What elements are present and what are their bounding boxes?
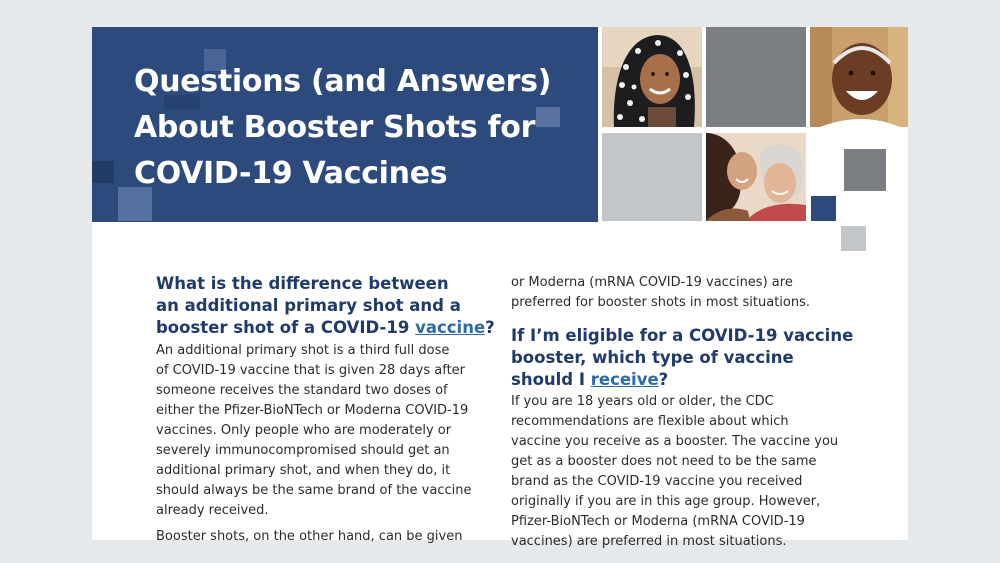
heading-line xyxy=(156,317,495,339)
title-line: About Booster Shots for xyxy=(134,110,536,145)
text-line: brand as the COVID-19 vaccine you received xyxy=(511,474,803,489)
paragraph-continued xyxy=(511,273,841,313)
title-line: Questions (and Answers) xyxy=(134,64,552,99)
receive-link[interactable]: receive xyxy=(590,370,659,389)
text-line: Pfizer-BioNTech or Moderna (mRNA COVID-19 xyxy=(511,514,805,529)
heading-line: What is the difference between xyxy=(156,274,449,293)
photo-smiling-man xyxy=(810,27,908,127)
paragraph-additional-shot xyxy=(156,341,486,521)
title-banner xyxy=(92,27,598,222)
document-page xyxy=(92,27,908,549)
text-line: severely immunocompromised should get an xyxy=(156,443,450,458)
photo-two-women xyxy=(706,133,806,221)
heading-text: booster shot of a COVID-19 xyxy=(156,318,416,337)
heading-line: an additional primary shot and a xyxy=(156,296,461,315)
navy-tile-small xyxy=(811,196,836,221)
text-line: preferred for booster shots in most situations. xyxy=(511,295,811,310)
text-line: Booster shots, on the other hand, can be given xyxy=(156,529,463,544)
light-gray-tile xyxy=(602,133,702,221)
text-line: additional primary shot, and when they do, it xyxy=(156,463,451,478)
text-line: originally if you are in this age group. However, xyxy=(511,494,821,509)
heading-line xyxy=(511,369,841,391)
paragraph-eligibility xyxy=(511,392,841,552)
heading-line: booster, which type of vaccine xyxy=(511,348,794,367)
text-line: An additional primary shot is a third full dose xyxy=(156,343,450,358)
vaccine-link[interactable]: vaccine xyxy=(415,318,486,337)
gray-tile xyxy=(706,27,806,127)
text-line: someone receives the standard two doses of xyxy=(156,383,448,398)
section-heading-difference xyxy=(156,273,495,339)
text-line: vaccine you receive as a booster. The vaccine you xyxy=(511,434,839,449)
decorative-square xyxy=(92,161,114,183)
text-line: should always be the same brand of the vaccine xyxy=(156,483,472,498)
photo-woman-hijab xyxy=(602,27,702,127)
title-line: COVID-19 Vaccines xyxy=(134,156,448,191)
light-tile-small xyxy=(841,226,866,251)
text-line: either the Pfizer-BioNTech or Moderna COVID-19 xyxy=(156,403,469,418)
heading-text: should I xyxy=(511,370,591,389)
section-heading-which-vaccine xyxy=(511,325,854,391)
heading-line: If I’m eligible for a COVID-19 vaccine xyxy=(511,326,854,345)
document-title xyxy=(134,59,594,197)
text-line: already received. xyxy=(156,503,269,518)
text-line: get as a booster does not need to be the same xyxy=(511,454,817,469)
text-line: vaccines) are preferred in most situations. xyxy=(511,534,787,549)
left-column xyxy=(156,273,495,547)
right-column xyxy=(511,273,854,552)
paragraph-booster-shots xyxy=(156,527,486,547)
text-line: vaccines. Only people who are moderately or xyxy=(156,423,452,438)
text-line: of COVID-19 vaccine that is given 28 days after xyxy=(156,363,466,378)
text-line: recommendations are flexible about which xyxy=(511,414,789,429)
heading-question-mark: ? xyxy=(485,318,495,337)
heading-question-mark: ? xyxy=(658,370,669,389)
text-line: or Moderna (mRNA COVID-19 vaccines) are xyxy=(511,275,793,290)
gray-tile-small xyxy=(844,149,886,191)
text-line: If you are 18 years old or older, the CDC xyxy=(511,394,774,409)
